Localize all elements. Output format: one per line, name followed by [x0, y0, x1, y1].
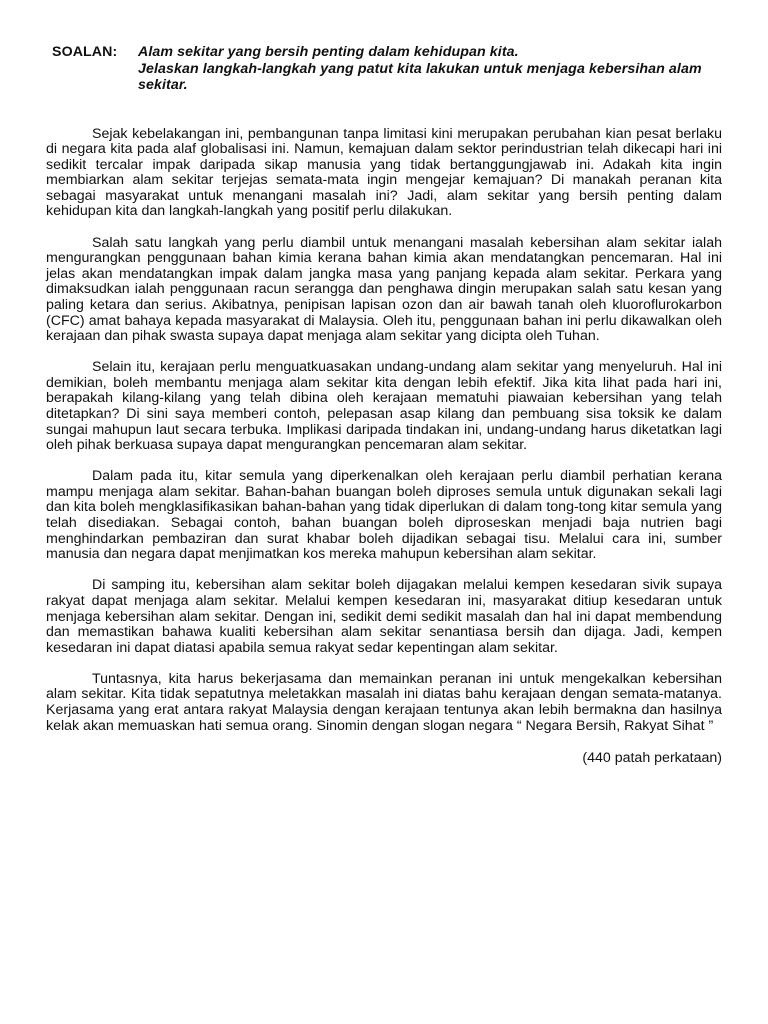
paragraph-point-3: Dalam pada itu, kitar semula yang diperkenalkan oleh kerajaan perlu diambil perhatian kerana mampu menjaga alam sekitar. Bahan-bahan buangan boleh diproses semula untuk digunakan sekali lagi dan kita boleh mengklasifikasikan bahan-bahan yang tidak diperlukan di dalam tong-tong kitar semula yang telah disediakan. Sebagai contoh, bahan buangan boleh diproseskan menjadi baja nutrien bagi menghindarkan pembaziran dan surat khabar boleh dijadikan sebagai tisu. Melalui cara ini, sumber manusia dan negara dapat menjimatkan kos mereka mahupun kebersihan alam sekitar.	[46, 468, 722, 563]
question-text	[138, 44, 722, 94]
word-count: (440 patah perkataan)	[582, 749, 722, 766]
paragraph-point-2: Selain itu, kerajaan perlu menguatkuasakan undang-undang alam sekitar yang menyeluruh. Hal ini demikian, boleh membantu menjaga alam sekitar kita dengan lebih efektif. Jika kita lihat pada hari ini, berapakah kilang-kilang yang telah dibina oleh kerajaan mematuhi piawaian kebersihan yang telah ditetapkan? Di sini saya memberi contoh, pelepasan asap kilang dan pembuang sisa toksik ke dalam sungai mahupun laut secara terbuka. Implikasi daripada tindakan ini, undang-undang harus diketatkan lagi oleh pihak berkuasa supaya dapat mengurangkan pencemaran alam sekitar.	[46, 359, 722, 454]
question-block	[46, 44, 722, 94]
question-label: SOALAN:	[52, 44, 118, 60]
paragraph-introduction: Sejak kebelakangan ini, pembangunan tanpa limitasi kini merupakan perubahan kian pesat berlaku di negara kita pada alaf globalisasi ini. Namun, kemajuan dalam sektor perindustrian telah dikecapi hari ini sedikit tercalar impak daripada sikap manusia yang tidak bertanggungjawab ini. Adakah kita ingin membiarkan alam sekitar terjejas semata-mata ingin mengejar kemajuan? Di manakah peranan kita sebagai masyarakat untuk menangani masalah ini? Jadi, alam sekitar yang bersih penting dalam kehidupan kita dan langkah-langkah yang positif perlu dilakukan.	[46, 125, 722, 220]
essay-body	[46, 127, 722, 766]
document-page	[46, 44, 722, 766]
paragraph-conclusion: Tuntasnya, kita harus bekerjasama dan memainkan peranan ini untuk mengekalkan kebersihan alam sekitar. Kita tidak sepatutnya meletakkan masalah ini diatas bahu kerajaan dengan semata-matanya. Kerjasama yang erat antara rakyat Malaysia dengan kerajaan tentunya akan lebih bermakna dan hasilnya kelak akan memuaskan hati semua orang. Sinomin dengan slogan negara “ Negara Bersih, Rakyat Sihat ”	[46, 670, 722, 734]
paragraph-point-1: Salah satu langkah yang perlu diambil untuk menangani masalah kebersihan alam sekitar ialah mengurangkan penggunaan bahan kimia kerana bahan kimia akan mendatangkan pencemaran. Hal ini jelas akan mendatangkan impak dalam jangka masa yang panjang kepada alam sekitar. Perkara yang dimaksudkan ialah penggunaan racun serangga dan penghawa dingin merupakan salah satu kesan yang paling ketara dan serius. Akibatnya, penipisan lapisan ozon dan air bawah tanah oleh kluoroflurokarbon (CFC) amat bahaya kepada masyarakat di Malaysia. Oleh itu, penggunaan bahan ini perlu dikawalkan oleh kerajaan dan pihak swasta supaya dapat menjaga alam sekitar yang dicipta oleh Tuhan.	[46, 234, 722, 345]
question-line-1: Alam sekitar yang bersih penting dalam kehidupan kita.	[138, 44, 519, 60]
paragraph-point-4: Di samping itu, kebersihan alam sekitar boleh dijagakan melalui kempen kesedaran sivik supaya rakyat dapat menjaga alam sekitar. Melalui kempen kesedaran ini, masyarakat ditiup kesedaran untuk menjaga kebersihan alam sekitar. Dengan ini, sedikit demi sedikit masalah dan hal ini dapat membendung dan memastikan bahawa kualiti kebersihan alam sekitar senantiasa bersih dan dijaga. Jadi, kempen kesedaran ini dapat diatasi apabila semua rakyat sedar kepentingan alam sekitar.	[46, 577, 722, 656]
question-line-2: Jelaskan langkah-langkah yang patut kita lakukan untuk menjaga kebersihan alam sekitar.	[138, 60, 702, 93]
